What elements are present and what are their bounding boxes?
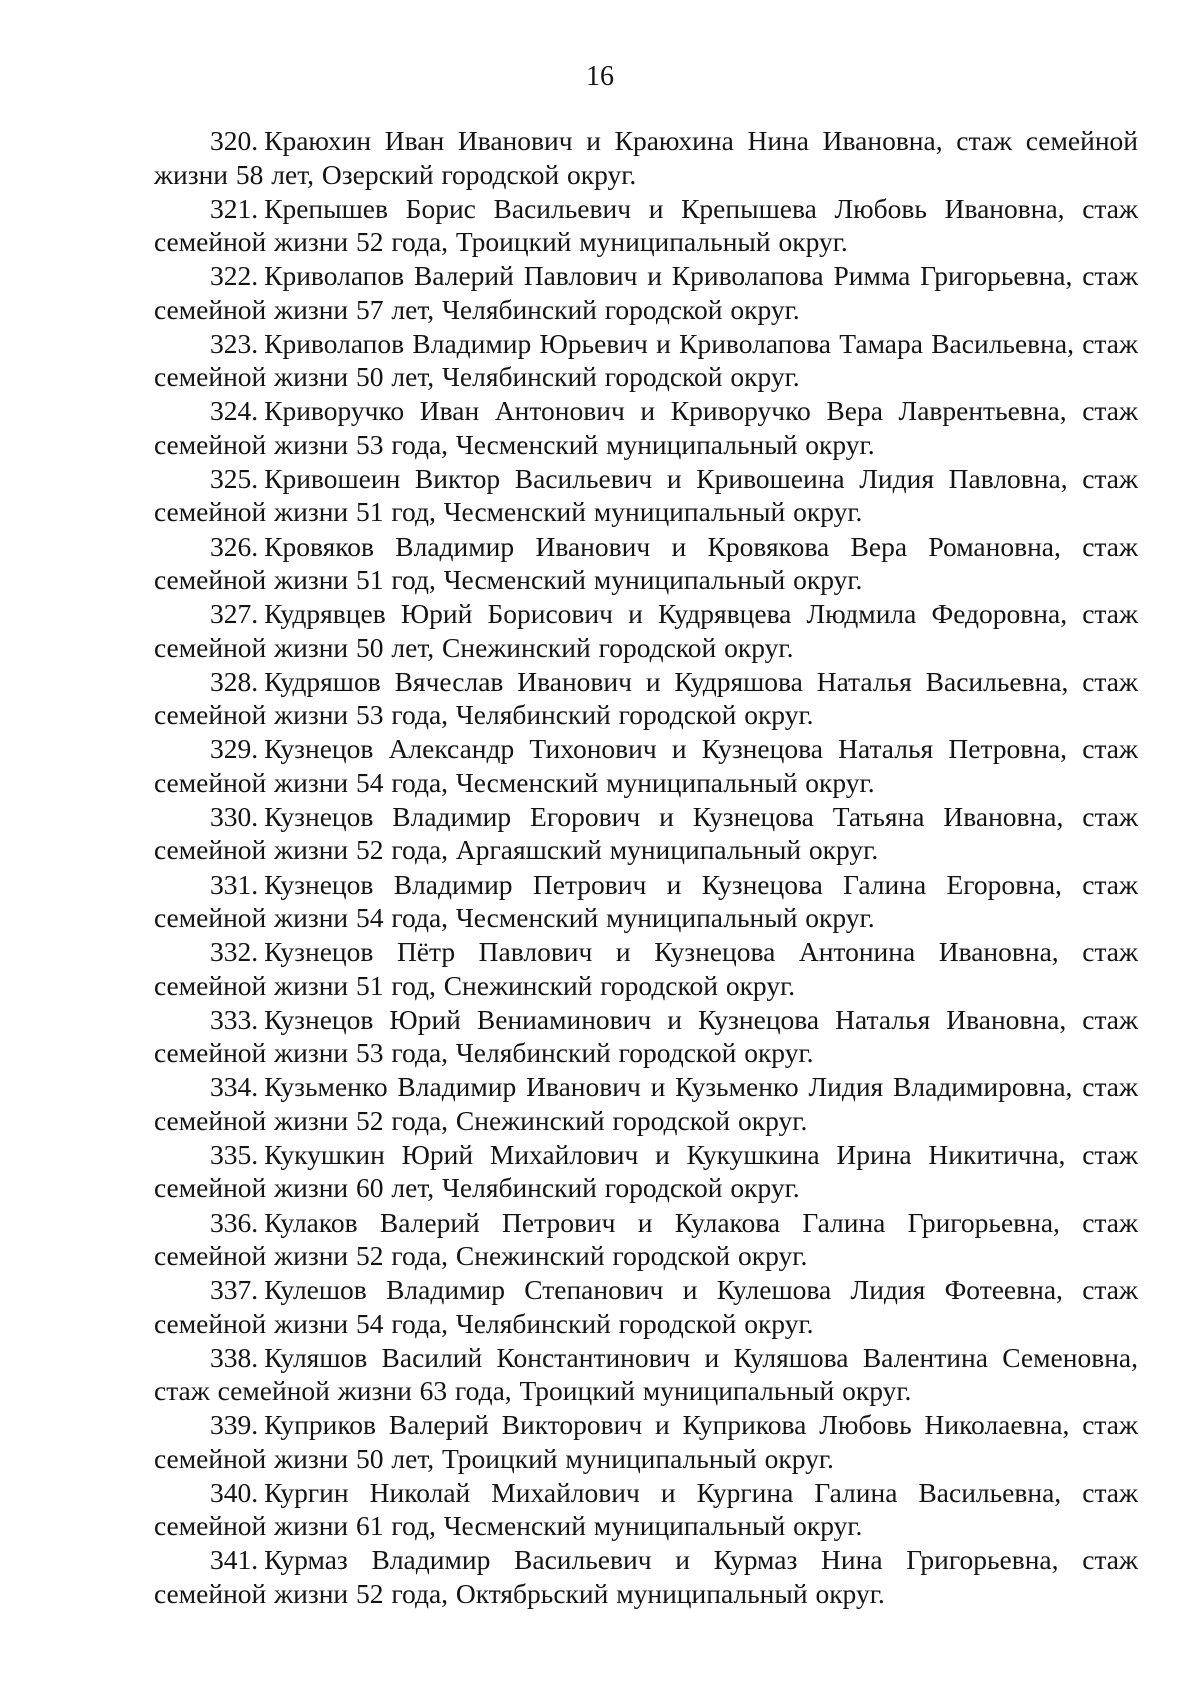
list-item [154, 1273, 1138, 1340]
entry-text: Кургин Николай Михайлович и Кургина Галина Васильевна, стаж семейной жизни 61 год, Чесменский муниципальный округ. [154, 1476, 1138, 1542]
entry-text: Кулаков Валерий Петрович и Кулакова Галина Григорьевна, стаж семейной жизни 52 года, Снежинский городской округ. [154, 1206, 1138, 1271]
entry-text: Кривошеин Виктор Васильевич и Кривошеина Лидия Павловна, стаж семейной жизни 51 год, Чесменский муниципальный округ. [154, 462, 1138, 528]
list-item [154, 1543, 1138, 1610]
entry-text: Куляшов Василий Константинович и Куляшова Валентина Семеновна, стаж семейной жизни 63 года, Троицкий муниципальный округ. [154, 1341, 1138, 1407]
list-item [154, 1070, 1138, 1137]
entry-text: Криволапов Валерий Павлович и Криволапова Римма Григорьевна, стаж семейной жизни 57 лет, Челябинский городской округ. [154, 260, 1138, 325]
entry-text: Криворучко Иван Антонович и Криворучко Вера Лаврентьевна, стаж семейной жизни 53 года, Чесменский муниципальный округ. [154, 395, 1138, 460]
entry-number: 323. [210, 327, 259, 359]
entry-text: Кузнецов Владимир Петрович и Кузнецова Галина Егоровна, стаж семейной жизни 54 года, Чесменский муниципальный округ. [154, 868, 1138, 934]
entry-number: 333. [210, 1003, 259, 1035]
entry-text: Кузьменко Владимир Иванович и Кузьменко Лидия Владимировна, стаж семейной жизни 52 года, Снежинский городской округ. [154, 1071, 1138, 1136]
entry-number: 334. [210, 1071, 259, 1103]
entry-number: 320. [210, 125, 259, 156]
entry-text: Куприков Валерий Викторович и Куприкова Любовь Николаевна, стаж семейной жизни 50 лет, Троицкий муниципальный округ. [154, 1409, 1138, 1474]
list-item [154, 259, 1138, 326]
entry-text: Кудрявцев Юрий Борисович и Кудрявцева Людмила Федоровна, стаж семейной жизни 50 лет, Снежинский городской округ. [154, 598, 1138, 663]
entry-number: 325. [210, 462, 259, 494]
entry-number: 321. [210, 192, 259, 224]
list-item [154, 1476, 1138, 1543]
entry-number: 324. [210, 395, 259, 427]
list-item [154, 394, 1138, 461]
list-item [154, 732, 1138, 799]
list-item [154, 462, 1138, 529]
list-item [154, 665, 1138, 732]
list-item [154, 597, 1138, 664]
list-item [154, 327, 1138, 394]
entry-text: Кузнецов Александр Тихонович и Кузнецова Наталья Петровна, стаж семейной жизни 54 года, Чесменский муниципальный округ. [154, 733, 1138, 798]
entry-number: 326. [210, 530, 259, 562]
entry-number: 339. [210, 1409, 259, 1441]
entry-number: 337. [210, 1274, 259, 1306]
entry-text: Криволапов Владимир Юрьевич и Криволапова Тамара Васильевна, стаж семейной жизни 50 лет, Челябинский городской округ. [154, 327, 1138, 393]
entry-text: Кузнецов Владимир Егорович и Кузнецова Татьяна Ивановна, стаж семейной жизни 52 года, Аргаяшский муниципальный округ. [154, 800, 1138, 866]
entry-text: Кулешов Владимир Степанович и Кулешова Лидия Фотеевна, стаж семейной жизни 54 года, Челябинский городской округ. [154, 1274, 1138, 1339]
entry-number: 341. [210, 1544, 259, 1576]
entry-number: 332. [210, 936, 259, 968]
list-item [154, 1138, 1138, 1205]
entry-number: 328. [210, 665, 259, 697]
entry-number: 338. [210, 1341, 259, 1373]
entry-text: Курмаз Владимир Васильевич и Курмаз Нина Григорьевна, стаж семейной жизни 52 года, Октябрьский муниципальный округ. [154, 1544, 1138, 1609]
list-item [154, 935, 1138, 1002]
entry-number: 340. [210, 1476, 259, 1508]
list-item [154, 530, 1138, 597]
entry-number: 335. [210, 1138, 259, 1170]
entry-number: 329. [210, 733, 259, 765]
entry-text: Кровяков Владимир Иванович и Кровякова Вера Романовна, стаж семейной жизни 51 год, Чесменский муниципальный округ. [154, 530, 1138, 596]
entry-list [154, 124, 1138, 1611]
entry-text: Краюхин Иван Иванович и Краюхина Нина Ивановна, стаж семейной жизни 58 лет, Озерский городской округ. [154, 125, 1138, 190]
entry-number: 327. [210, 598, 259, 630]
list-item [154, 868, 1138, 935]
list-item [154, 1408, 1138, 1475]
entry-number: 331. [210, 868, 259, 900]
list-item [154, 124, 1138, 191]
list-item [154, 1206, 1138, 1273]
list-item [154, 1341, 1138, 1408]
entry-text: Кукушкин Юрий Михайлович и Кукушкина Ирина Никитична, стаж семейной жизни 60 лет, Челябинский городской округ. [154, 1138, 1138, 1204]
entry-text: Кудряшов Вячеслав Иванович и Кудряшова Наталья Васильевна, стаж семейной жизни 53 года, Челябинский городской округ. [154, 665, 1138, 731]
entry-number: 322. [210, 260, 259, 292]
list-item [154, 192, 1138, 259]
page-number: 16 [586, 61, 614, 92]
entry-text: Кузнецов Юрий Вениаминович и Кузнецова Наталья Ивановна, стаж семейной жизни 53 года, Челябинский городской округ. [154, 1003, 1138, 1069]
entry-number: 330. [210, 800, 259, 832]
entry-number: 336. [210, 1206, 259, 1238]
list-item [154, 1003, 1138, 1070]
entry-text: Крепышев Борис Васильевич и Крепышева Любовь Ивановна, стаж семейной жизни 52 года, Троицкий муниципальный округ. [154, 192, 1138, 258]
list-item [154, 800, 1138, 867]
entry-text: Кузнецов Пётр Павлович и Кузнецова Антонина Ивановна, стаж семейной жизни 51 год, Снежинский городской округ. [154, 936, 1138, 1001]
